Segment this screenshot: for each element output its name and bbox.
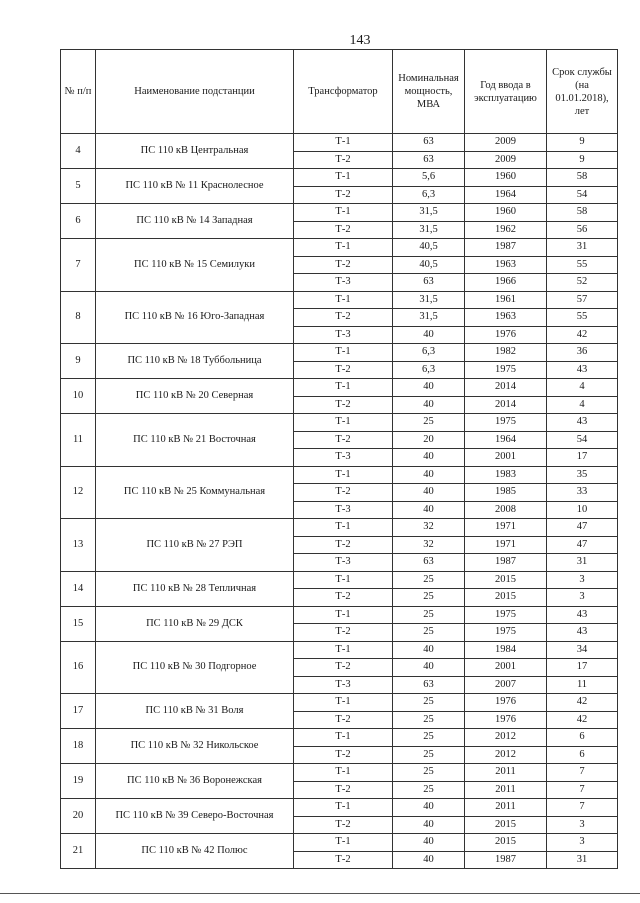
table-row <box>61 834 618 852</box>
substation-number: 12 <box>61 466 96 519</box>
substation-name: ПС 110 кВ № 42 Полюс <box>96 834 294 869</box>
table-row <box>61 641 618 659</box>
year-cell: 2015 <box>465 834 547 852</box>
substation-number: 14 <box>61 571 96 606</box>
year-cell: 2007 <box>465 676 547 694</box>
page-number: 143 <box>349 33 371 48</box>
service-cell: 9 <box>547 151 618 169</box>
service-cell: 54 <box>547 431 618 449</box>
service-cell: 55 <box>547 256 618 274</box>
substation-name: ПС 110 кВ № 21 Восточная <box>96 414 294 467</box>
year-cell: 2012 <box>465 729 547 747</box>
substation-name: ПС 110 кВ № 14 Западная <box>96 204 294 239</box>
service-cell: 31 <box>547 239 618 257</box>
header-no: № п/п <box>61 50 96 134</box>
transformer-cell: Т-3 <box>294 676 393 694</box>
table-body <box>61 134 618 869</box>
service-cell: 56 <box>547 221 618 239</box>
service-cell: 57 <box>547 291 618 309</box>
header-year: Год ввода в эксплуатацию <box>465 50 547 134</box>
substation-number: 18 <box>61 729 96 764</box>
table-row <box>61 694 618 712</box>
table-row <box>61 291 618 309</box>
substation-number: 19 <box>61 764 96 799</box>
service-cell: 42 <box>547 694 618 712</box>
substation-name: ПС 110 кВ № 15 Семилуки <box>96 239 294 292</box>
substation-number: 8 <box>61 291 96 344</box>
power-cell: 40,5 <box>393 256 465 274</box>
substation-number: 15 <box>61 606 96 641</box>
service-cell: 36 <box>547 344 618 362</box>
power-cell: 25 <box>393 781 465 799</box>
year-cell: 2009 <box>465 151 547 169</box>
power-cell: 20 <box>393 431 465 449</box>
year-cell: 1964 <box>465 186 547 204</box>
transformer-cell: Т-1 <box>294 204 393 222</box>
substation-number: 10 <box>61 379 96 414</box>
substation-name: ПС 110 кВ № 27 РЭП <box>96 519 294 572</box>
year-cell: 1987 <box>465 851 547 869</box>
power-cell: 32 <box>393 519 465 537</box>
table-row <box>61 344 618 362</box>
year-cell: 2008 <box>465 501 547 519</box>
year-cell: 2011 <box>465 781 547 799</box>
year-cell: 1976 <box>465 711 547 729</box>
service-cell: 58 <box>547 169 618 187</box>
power-cell: 25 <box>393 606 465 624</box>
year-cell: 1960 <box>465 169 547 187</box>
power-cell: 40 <box>393 501 465 519</box>
transformer-cell: Т-1 <box>294 414 393 432</box>
year-cell: 1960 <box>465 204 547 222</box>
power-cell: 40 <box>393 834 465 852</box>
service-cell: 7 <box>547 781 618 799</box>
transformer-cell: Т-3 <box>294 274 393 292</box>
service-cell: 3 <box>547 571 618 589</box>
transformer-cell: Т-1 <box>294 606 393 624</box>
power-cell: 5,6 <box>393 169 465 187</box>
year-cell: 1971 <box>465 519 547 537</box>
year-cell: 1976 <box>465 326 547 344</box>
power-cell: 40 <box>393 799 465 817</box>
substation-number: 20 <box>61 799 96 834</box>
substation-number: 13 <box>61 519 96 572</box>
transformer-cell: Т-1 <box>294 239 393 257</box>
power-cell: 63 <box>393 676 465 694</box>
substation-name: ПС 110 кВ № 18 Туббольница <box>96 344 294 379</box>
service-cell: 31 <box>547 851 618 869</box>
service-cell: 54 <box>547 186 618 204</box>
year-cell: 2015 <box>465 589 547 607</box>
transformer-cell: Т-1 <box>294 729 393 747</box>
year-cell: 1963 <box>465 309 547 327</box>
transformer-cell: Т-2 <box>294 851 393 869</box>
transformer-cell: Т-1 <box>294 834 393 852</box>
service-cell: 43 <box>547 606 618 624</box>
power-cell: 25 <box>393 624 465 642</box>
transformer-cell: Т-2 <box>294 659 393 677</box>
substation-name: ПС 110 кВ № 28 Тепличная <box>96 571 294 606</box>
transformer-cell: Т-2 <box>294 816 393 834</box>
substation-name: ПС 110 кВ № 36 Воронежская <box>96 764 294 799</box>
transformer-cell: Т-2 <box>294 624 393 642</box>
power-cell: 40 <box>393 659 465 677</box>
transformer-cell: Т-2 <box>294 221 393 239</box>
substation-number: 11 <box>61 414 96 467</box>
header-transformer: Трансформатор <box>294 50 393 134</box>
table-row <box>61 764 618 782</box>
year-cell: 1963 <box>465 256 547 274</box>
power-cell: 32 <box>393 536 465 554</box>
year-cell: 2001 <box>465 449 547 467</box>
substation-number: 16 <box>61 641 96 694</box>
power-cell: 6,3 <box>393 344 465 362</box>
service-cell: 3 <box>547 816 618 834</box>
header-name: Наименование подстанции <box>96 50 294 134</box>
service-cell: 17 <box>547 659 618 677</box>
year-cell: 2001 <box>465 659 547 677</box>
year-cell: 1964 <box>465 431 547 449</box>
service-cell: 47 <box>547 519 618 537</box>
power-cell: 63 <box>393 274 465 292</box>
service-cell: 6 <box>547 746 618 764</box>
substation-name: ПС 110 кВ № 29 ДСК <box>96 606 294 641</box>
power-cell: 40 <box>393 466 465 484</box>
power-cell: 40 <box>393 851 465 869</box>
service-cell: 47 <box>547 536 618 554</box>
transformer-cell: Т-2 <box>294 431 393 449</box>
year-cell: 1975 <box>465 414 547 432</box>
transformer-cell: Т-1 <box>294 466 393 484</box>
transformer-cell: Т-2 <box>294 536 393 554</box>
transformer-cell: Т-2 <box>294 484 393 502</box>
transformer-cell: Т-2 <box>294 256 393 274</box>
power-cell: 40 <box>393 396 465 414</box>
service-cell: 3 <box>547 834 618 852</box>
power-cell: 25 <box>393 571 465 589</box>
substation-name: ПС 110 кВ № 30 Подгорное <box>96 641 294 694</box>
transformer-cell: Т-1 <box>294 379 393 397</box>
power-cell: 40 <box>393 816 465 834</box>
service-cell: 7 <box>547 799 618 817</box>
substation-name: ПС 110 кВ № 25 Коммунальная <box>96 466 294 519</box>
table-row <box>61 466 618 484</box>
year-cell: 1976 <box>465 694 547 712</box>
table-row <box>61 519 618 537</box>
service-cell: 52 <box>547 274 618 292</box>
substation-number: 7 <box>61 239 96 292</box>
substation-name: ПС 110 кВ № 32 Никольское <box>96 729 294 764</box>
substation-table <box>60 49 618 869</box>
substation-number: 9 <box>61 344 96 379</box>
transformer-cell: Т-3 <box>294 554 393 572</box>
substation-name: ПС 110 кВ № 31 Воля <box>96 694 294 729</box>
power-cell: 25 <box>393 694 465 712</box>
service-cell: 31 <box>547 554 618 572</box>
service-cell: 4 <box>547 396 618 414</box>
table-row <box>61 799 618 817</box>
year-cell: 2012 <box>465 746 547 764</box>
transformer-cell: Т-1 <box>294 764 393 782</box>
substation-number: 17 <box>61 694 96 729</box>
service-cell: 4 <box>547 379 618 397</box>
power-cell: 25 <box>393 746 465 764</box>
table-row <box>61 729 618 747</box>
service-cell: 7 <box>547 764 618 782</box>
power-cell: 63 <box>393 134 465 152</box>
year-cell: 2014 <box>465 396 547 414</box>
transformer-cell: Т-2 <box>294 589 393 607</box>
service-cell: 6 <box>547 729 618 747</box>
power-cell: 25 <box>393 414 465 432</box>
power-cell: 25 <box>393 764 465 782</box>
table-row <box>61 134 618 152</box>
service-cell: 43 <box>547 361 618 379</box>
transformer-cell: Т-3 <box>294 501 393 519</box>
transformer-cell: Т-1 <box>294 641 393 659</box>
table-row <box>61 606 618 624</box>
year-cell: 1987 <box>465 554 547 572</box>
substation-name: ПС 110 кВ № 16 Юго-Западная <box>96 291 294 344</box>
year-cell: 1961 <box>465 291 547 309</box>
substation-name: ПС 110 кВ Центральная <box>96 134 294 169</box>
substation-number: 6 <box>61 204 96 239</box>
year-cell: 1962 <box>465 221 547 239</box>
header-power: Номинальная мощность, МВА <box>393 50 465 134</box>
power-cell: 40 <box>393 326 465 344</box>
year-cell: 1985 <box>465 484 547 502</box>
table-row <box>61 204 618 222</box>
year-cell: 2014 <box>465 379 547 397</box>
power-cell: 31,5 <box>393 221 465 239</box>
table-row <box>61 169 618 187</box>
power-cell: 40,5 <box>393 239 465 257</box>
year-cell: 2015 <box>465 571 547 589</box>
power-cell: 25 <box>393 589 465 607</box>
substation-name: ПС 110 кВ № 39 Северо-Восточная <box>96 799 294 834</box>
transformer-cell: Т-1 <box>294 169 393 187</box>
transformer-cell: Т-1 <box>294 134 393 152</box>
table-header <box>61 50 618 134</box>
year-cell: 1983 <box>465 466 547 484</box>
service-cell: 42 <box>547 326 618 344</box>
table-row <box>61 414 618 432</box>
service-cell: 43 <box>547 414 618 432</box>
power-cell: 63 <box>393 554 465 572</box>
power-cell: 40 <box>393 449 465 467</box>
table-row <box>61 571 618 589</box>
service-cell: 9 <box>547 134 618 152</box>
service-cell: 42 <box>547 711 618 729</box>
year-cell: 1975 <box>465 606 547 624</box>
power-cell: 6,3 <box>393 186 465 204</box>
service-cell: 43 <box>547 624 618 642</box>
year-cell: 1984 <box>465 641 547 659</box>
service-cell: 17 <box>547 449 618 467</box>
substation-number: 4 <box>61 134 96 169</box>
power-cell: 6,3 <box>393 361 465 379</box>
transformer-cell: Т-1 <box>294 291 393 309</box>
transformer-cell: Т-2 <box>294 151 393 169</box>
year-cell: 1982 <box>465 344 547 362</box>
service-cell: 35 <box>547 466 618 484</box>
transformer-cell: Т-2 <box>294 781 393 799</box>
service-cell: 10 <box>547 501 618 519</box>
power-cell: 25 <box>393 711 465 729</box>
transformer-cell: Т-2 <box>294 186 393 204</box>
substation-number: 5 <box>61 169 96 204</box>
year-cell: 2015 <box>465 816 547 834</box>
table-row <box>61 239 618 257</box>
service-cell: 3 <box>547 589 618 607</box>
substation-name: ПС 110 кВ № 20 Северная <box>96 379 294 414</box>
year-cell: 1966 <box>465 274 547 292</box>
power-cell: 40 <box>393 641 465 659</box>
header-service: Срок службы (на 01.01.2018), лет <box>547 50 618 134</box>
power-cell: 40 <box>393 379 465 397</box>
bottom-rule <box>0 893 640 894</box>
transformer-cell: Т-3 <box>294 449 393 467</box>
power-cell: 31,5 <box>393 204 465 222</box>
year-cell: 2011 <box>465 799 547 817</box>
year-cell: 1975 <box>465 624 547 642</box>
power-cell: 31,5 <box>393 291 465 309</box>
transformer-cell: Т-1 <box>294 799 393 817</box>
year-cell: 1971 <box>465 536 547 554</box>
substation-name: ПС 110 кВ № 11 Краснолесное <box>96 169 294 204</box>
table-row <box>61 379 618 397</box>
service-cell: 58 <box>547 204 618 222</box>
year-cell: 1987 <box>465 239 547 257</box>
transformer-cell: Т-1 <box>294 694 393 712</box>
transformer-cell: Т-3 <box>294 326 393 344</box>
transformer-cell: Т-1 <box>294 344 393 362</box>
year-cell: 2009 <box>465 134 547 152</box>
service-cell: 11 <box>547 676 618 694</box>
transformer-cell: Т-2 <box>294 361 393 379</box>
substation-number: 21 <box>61 834 96 869</box>
service-cell: 34 <box>547 641 618 659</box>
service-cell: 33 <box>547 484 618 502</box>
transformer-cell: Т-2 <box>294 746 393 764</box>
service-cell: 55 <box>547 309 618 327</box>
transformer-cell: Т-1 <box>294 519 393 537</box>
transformer-cell: Т-2 <box>294 711 393 729</box>
year-cell: 2011 <box>465 764 547 782</box>
power-cell: 63 <box>393 151 465 169</box>
power-cell: 40 <box>393 484 465 502</box>
transformer-cell: Т-2 <box>294 309 393 327</box>
year-cell: 1975 <box>465 361 547 379</box>
transformer-cell: Т-2 <box>294 396 393 414</box>
power-cell: 31,5 <box>393 309 465 327</box>
power-cell: 25 <box>393 729 465 747</box>
transformer-cell: Т-1 <box>294 571 393 589</box>
